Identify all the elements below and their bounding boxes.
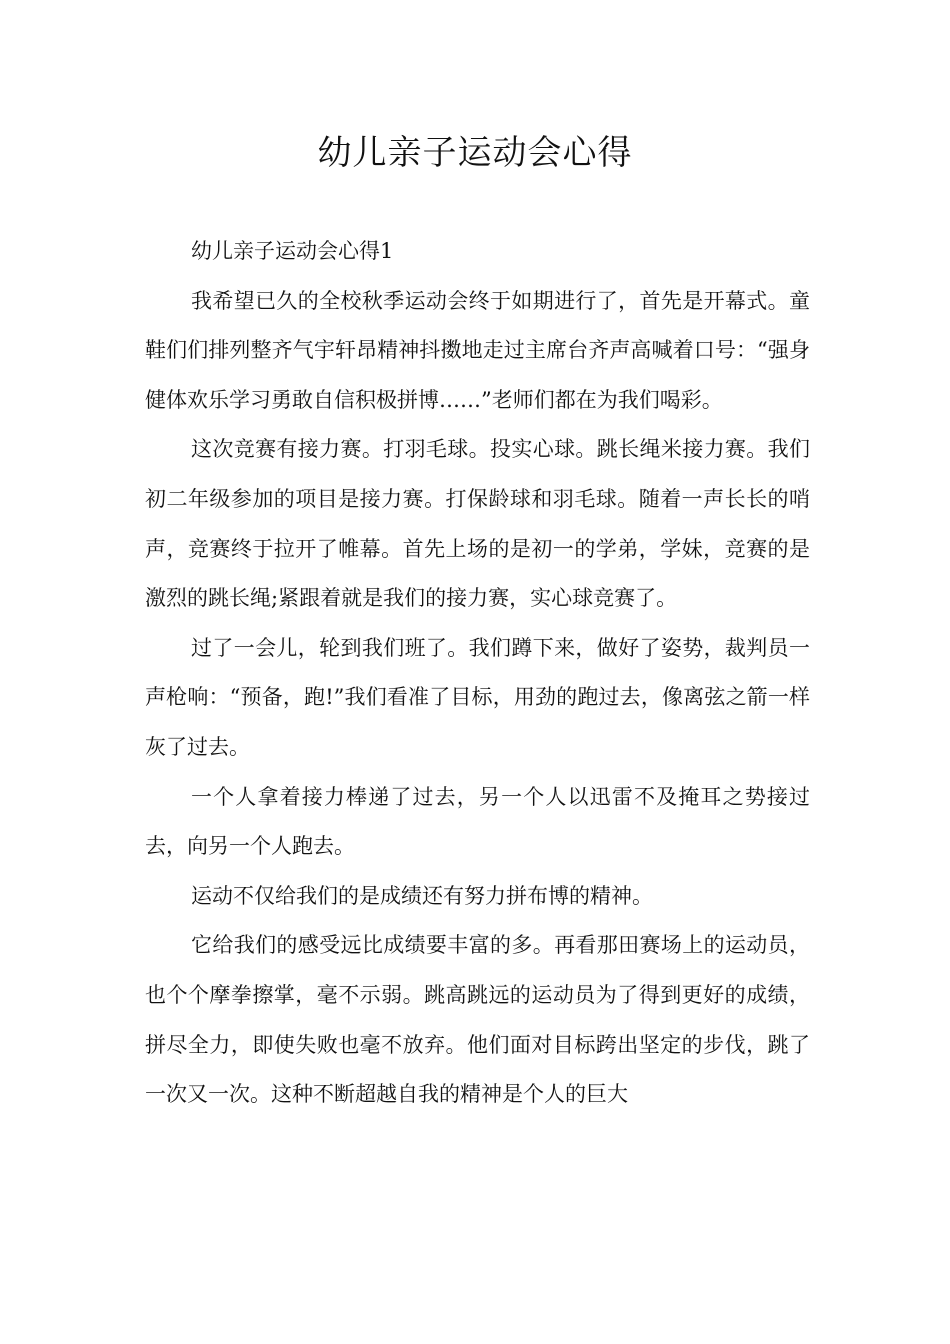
document-title: 幼儿亲子运动会心得 (317, 133, 633, 173)
paragraph: 这次竞赛有接力赛。打羽毛球。投实心球。跳长绳米接力赛。我们初二年级参加的项目是接力赛。打保龄球和羽毛球。随着一声长长的哨声，竞赛终于拉开了帷幕。首先上场的是初一的学弟，学妹，竞赛的是激烈的跳长绳;紧跟着就是我们的接力赛，实心球竞赛了。 (145, 437, 810, 611)
section-heading: 幼儿亲子运动会心得1 (191, 239, 394, 263)
paragraph: 过了一会儿，轮到我们班了。我们蹲下来，做好了姿势，裁判员一声枪响：“预备，跑!”我们看准了目标，用劲的跑过去，像离弦之箭一样灰了过去。 (145, 635, 810, 759)
paragraph: 它给我们的感受远比成绩要丰富的多。再看那田赛场上的运动员，也个个摩拳擦掌，毫不示弱。跳高跳远的运动员为了得到更好的成绩，拼尽全力，即使失败也毫不放弃。他们面对目标跨出坚定的步伐，跳了一次又一次。这种不断超越自我的精神是个人的巨大 (145, 933, 810, 1107)
paragraph: 运动不仅给我们的是成绩还有努力拼布博的精神。 (191, 883, 653, 908)
paragraph: 我希望已久的全校秋季运动会终于如期进行了，首先是开幕式。童鞋们们排列整齐气宇轩昂精神抖擞地走过主席台齐声高喊着口号：“强身健体欢乐学习勇敢自信积极拼博……”老师们都在为我们喝彩。 (145, 288, 810, 412)
paragraph: 一个人拿着接力棒递了过去，另一个人以迅雷不及掩耳之势接过去，向另一个人跑去。 (145, 784, 810, 859)
document-body (145, 227, 810, 1120)
